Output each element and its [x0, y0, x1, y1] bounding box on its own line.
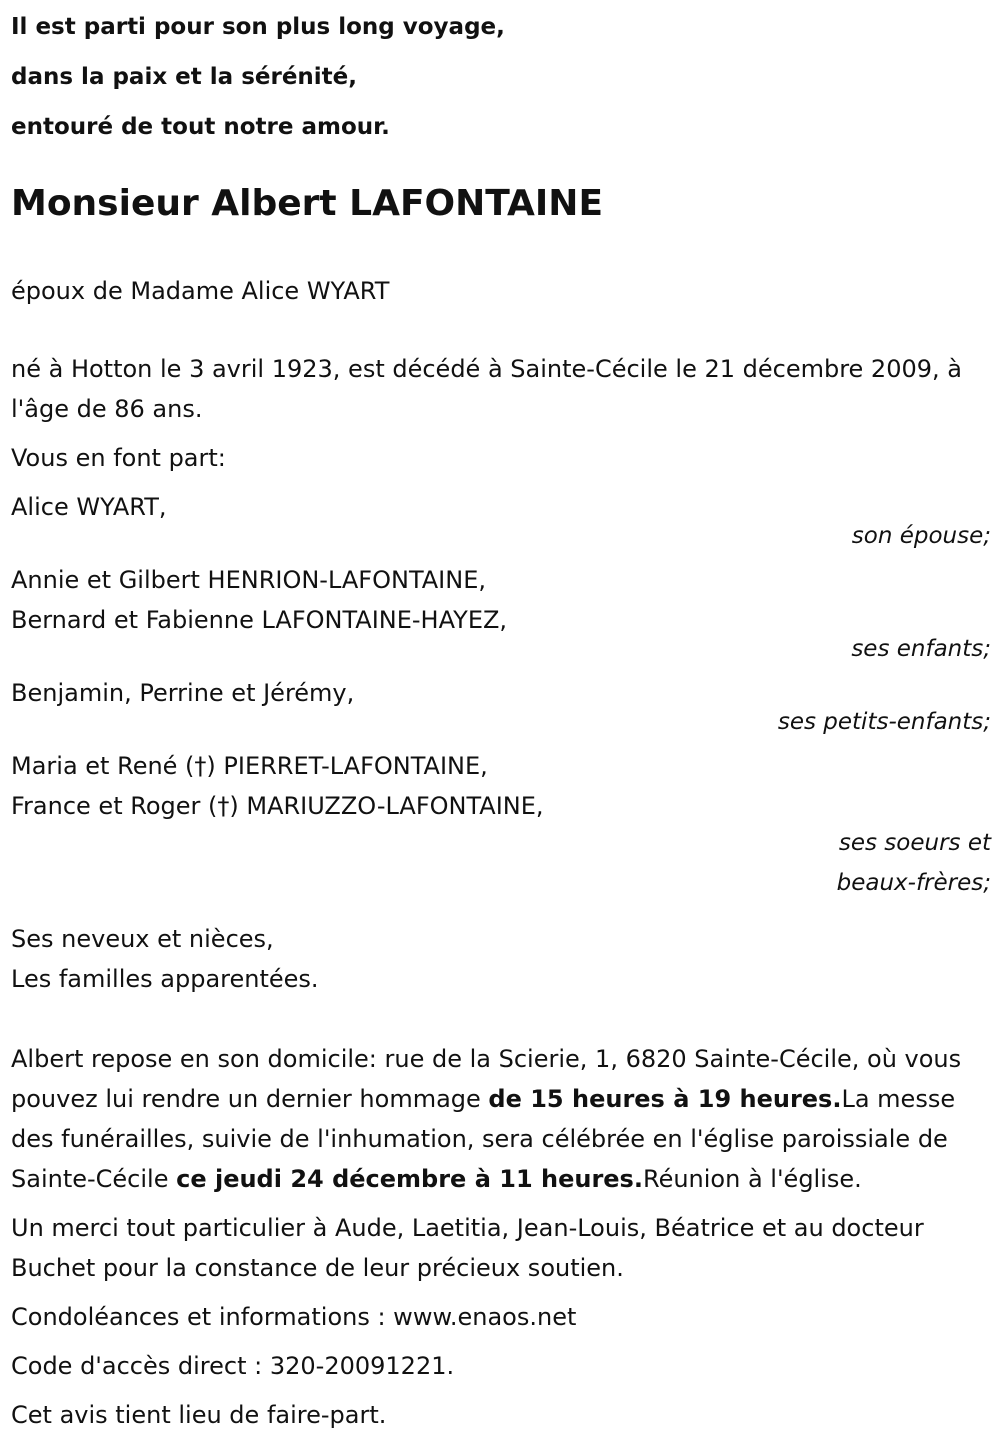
epigraph-line: Il est parti pour son plus long voyage, — [11, 14, 505, 40]
birth-death-text: né à Hotton le 3 avril 1923, est décédé à Sainte-Cécile le 21 décembre 2009, à l'âge de 86 ans. — [11, 355, 962, 423]
family-group-siblings — [11, 746, 991, 903]
arrangements-text: La messe des funérailles, suivie de l'inhumation, sera célébrée en l'église paroissiale de Sainte-Cécile — [11, 1085, 956, 1193]
other-relatives-line: Les familles apparentées. — [11, 965, 319, 993]
family-names: Alice WYART, — [11, 493, 167, 521]
epigraph-line: entouré de tout notre amour. — [11, 114, 390, 140]
thanks-text: Un merci tout particulier à Aude, Laetitia, Jean-Louis, Béatrice et au docteur Buchet pour la constance de leur précieux soutien. — [11, 1214, 924, 1282]
relation-label-line: ses soeurs et — [838, 830, 991, 856]
announcement: Vous en font part: — [11, 444, 226, 472]
spouse-line: époux de Madame Alice WYART — [11, 277, 390, 305]
family-names: France et Roger (†) MARIUZZO-LAFONTAINE, — [11, 792, 544, 820]
arrangements-text: Réunion à l'église. — [642, 1165, 862, 1193]
relation-label — [11, 823, 991, 903]
family-group-grandchildren — [11, 673, 991, 737]
family-names: Maria et René (†) PIERRET-LAFONTAINE, — [11, 752, 488, 780]
obituary-notice — [11, 0, 991, 1435]
visit-hours: de 15 heures à 19 heures. — [488, 1085, 842, 1113]
family-names: Bernard et Fabienne LAFONTAINE-HAYEZ, — [11, 606, 508, 634]
relation-label-line: beaux-frères; — [836, 870, 991, 896]
closing-note: Cet avis tient lieu de faire-part. — [11, 1401, 387, 1429]
epigraph-line: dans la paix et la sérénité, — [11, 64, 358, 90]
family-names: Annie et Gilbert HENRION-LAFONTAINE, — [11, 566, 486, 594]
relation-label: son épouse; — [851, 523, 991, 549]
access-code: Code d'accès direct : 320-20091221. — [11, 1352, 455, 1380]
relation-label: ses petits-enfants; — [777, 709, 991, 735]
epigraph — [11, 2, 991, 152]
relation-label: ses enfants; — [851, 636, 991, 662]
family-group-spouse — [11, 487, 991, 551]
funeral-arrangements — [11, 1039, 991, 1199]
other-relatives — [11, 919, 991, 999]
family-group-children — [11, 560, 991, 664]
deceased-name: Monsieur Albert LAFONTAINE — [11, 183, 604, 224]
condolences-info: Condoléances et informations : www.enaos.net — [11, 1303, 577, 1331]
arrangements-text: Albert repose en son domicile: rue de la Scierie, 1, 6820 Sainte-Cécile, où vous pouvez lui rendre un dernier hommage — [11, 1045, 962, 1113]
other-relatives-line: Ses neveux et nièces, — [11, 925, 274, 953]
funeral-time: ce jeudi 24 décembre à 11 heures. — [176, 1165, 643, 1193]
family-names: Benjamin, Perrine et Jérémy, — [11, 679, 355, 707]
